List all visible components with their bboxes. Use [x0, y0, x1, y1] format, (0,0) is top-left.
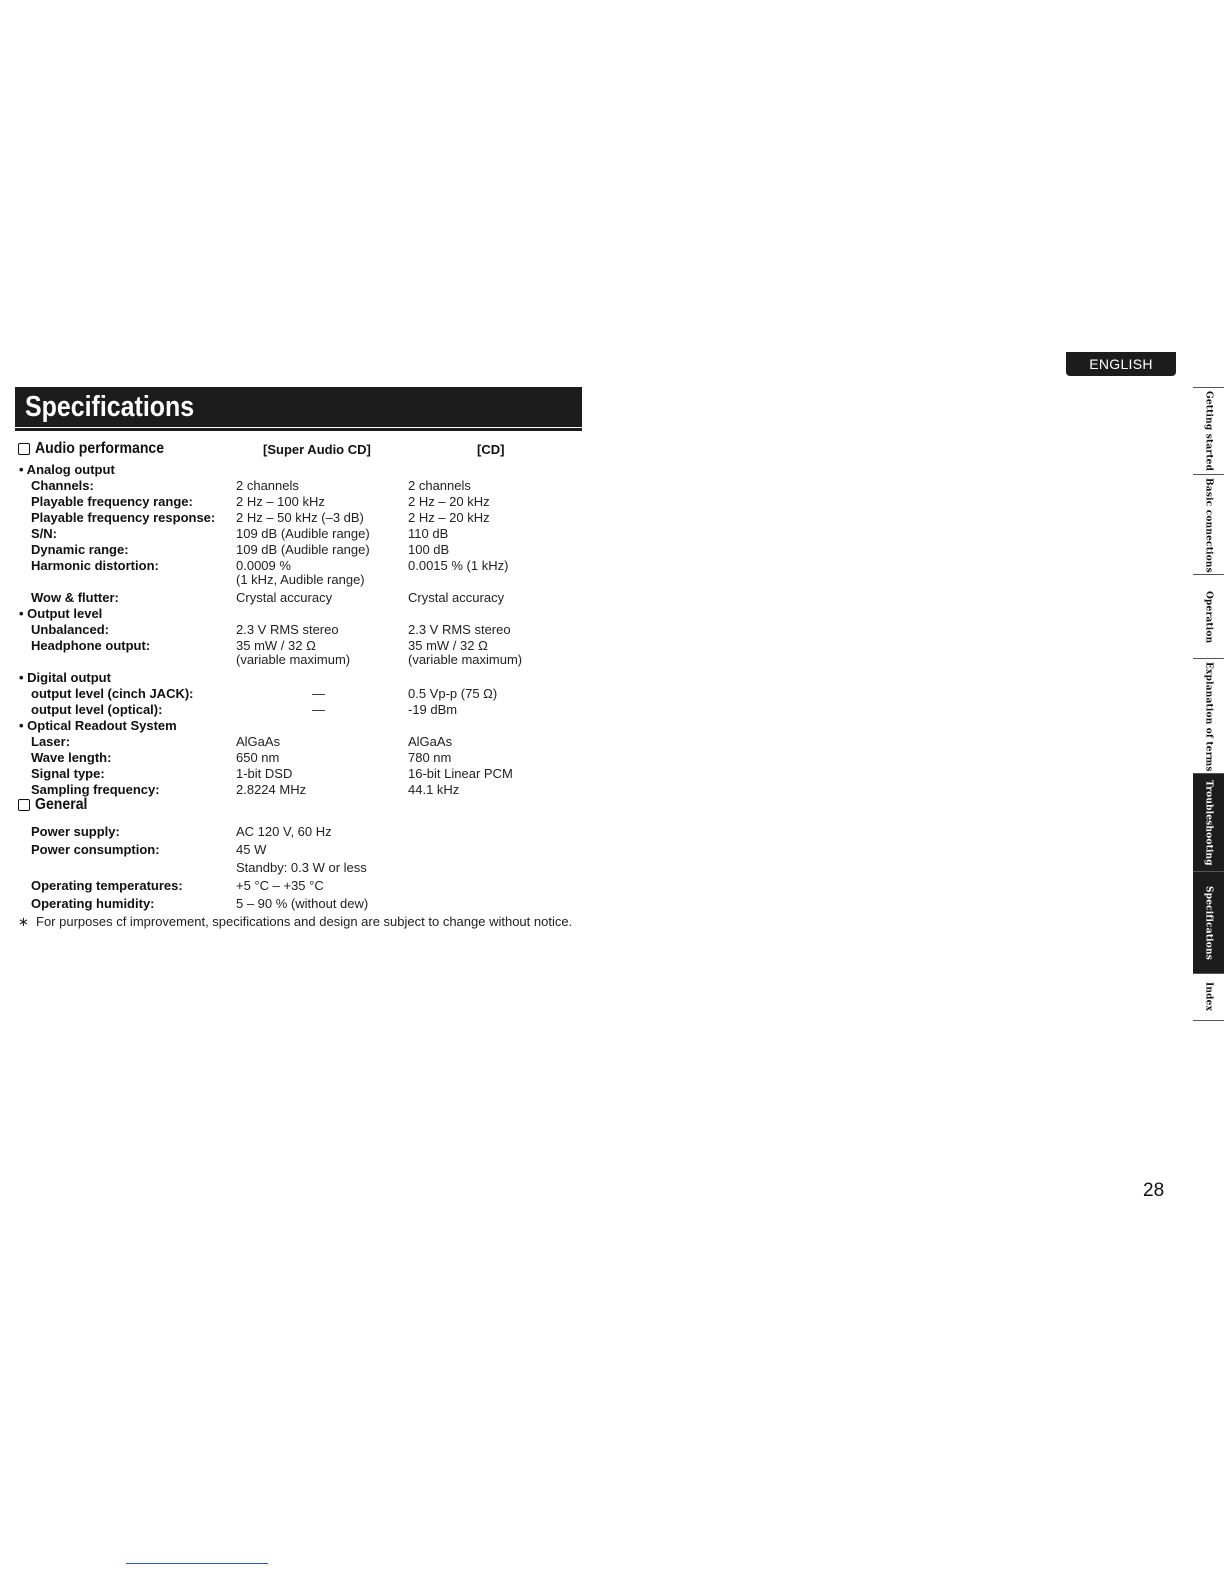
- checkbox-square-icon: [18, 799, 30, 811]
- spec-row-harmonic-distortion: Harmonic distortion: 0.0009 % 0.0015 % (1 kHz): [31, 558, 509, 573]
- spec-row-standby: Standby: 0.3 W or less: [236, 860, 367, 875]
- spec-row-headphone-output-note: (variable maximum) (variable maximum): [236, 652, 523, 667]
- bottom-link-underline: [126, 1563, 268, 1564]
- general-heading: General: [18, 796, 95, 814]
- column-header-sacd: [Super Audio CD]: [263, 442, 371, 457]
- column-header-cd: [CD]: [477, 442, 505, 457]
- spec-row-wave-length: Wave length: 650 nm 780 nm: [31, 750, 452, 765]
- spec-row-operating-temperatures: Operating temperatures: +5 °C – +35 °C: [31, 878, 324, 893]
- spec-row-sn: S/N: 109 dB (Audible range) 110 dB: [31, 526, 449, 541]
- spec-row-signal-type: Signal type: 1-bit DSD 16-bit Linear PCM: [31, 766, 513, 781]
- audio-performance-heading: Audio performance: [18, 440, 182, 458]
- spec-row-harmonic-distortion-note: (1 kHz, Audible range): [236, 572, 365, 587]
- spec-row-frequency-range: Playable frequency range: 2 Hz – 100 kHz 2 Hz – 20 kHz: [31, 494, 490, 509]
- footnote: [18, 914, 586, 930]
- spec-row-unbalanced: Unbalanced: 2.3 V RMS stereo 2.3 V RMS stereo: [31, 622, 511, 637]
- page-title: Specifications: [25, 391, 195, 423]
- tab-index[interactable]: Index: [1193, 973, 1224, 1021]
- page-title-bar: [15, 387, 582, 427]
- page-number: 28: [1143, 1180, 1165, 1201]
- spec-row-headphone-output: Headphone output: 35 mW / 32 Ω 35 mW / 32 Ω: [31, 638, 488, 653]
- asterisk-icon: ∗: [18, 914, 29, 929]
- footnote-text: For purposes cf improvement, specifications and design are subject to change without notice.: [36, 914, 573, 929]
- category-digital-output: • Digital output: [19, 670, 111, 685]
- checkbox-square-icon: [18, 443, 30, 455]
- tab-operation[interactable]: Operation: [1193, 574, 1224, 659]
- spec-row-operating-humidity: Operating humidity: 5 – 90 % (without dew): [31, 896, 369, 911]
- spec-row-power-supply: Power supply: AC 120 V, 60 Hz: [31, 824, 332, 839]
- title-underline: [15, 428, 582, 431]
- tab-basic-connections[interactable]: Basic connections: [1193, 474, 1224, 575]
- spec-row-wow-flutter: Wow & flutter: Crystal accuracy Crystal accuracy: [31, 590, 505, 605]
- category-optical-readout: • Optical Readout System: [19, 718, 177, 733]
- spec-row-channels: Channels: 2 channels 2 channels: [31, 478, 471, 493]
- tab-troubleshooting[interactable]: Troubleshooting: [1193, 773, 1224, 872]
- spec-row-dynamic-range: Dynamic range: 109 dB (Audible range) 100 dB: [31, 542, 450, 557]
- spec-row-laser: Laser: AlGaAs AlGaAs: [31, 734, 453, 749]
- spec-row-output-optical: output level (optical): — -19 dBm: [31, 702, 458, 717]
- spec-row-power-consumption: Power consumption: 45 W: [31, 842, 267, 857]
- language-badge: ENGLISH: [1066, 352, 1176, 376]
- tab-explanation-of-terms[interactable]: Explanation of terms: [1193, 658, 1224, 774]
- category-analog-output: • Analog output: [19, 462, 115, 477]
- spec-row-sampling-frequency: Sampling frequency: 2.8224 MHz 44.1 kHz: [31, 782, 460, 797]
- spec-row-frequency-response: Playable frequency response: 2 Hz – 50 kHz (–3 dB) 2 Hz – 20 kHz: [31, 510, 490, 525]
- tab-specifications[interactable]: Specifications: [1193, 871, 1224, 974]
- category-output-level: • Output level: [19, 606, 103, 621]
- tab-getting-started[interactable]: Getting started: [1193, 387, 1224, 475]
- spec-row-output-cinch: output level (cinch JACK): — 0.5 Vp-p (75 Ω): [31, 686, 498, 701]
